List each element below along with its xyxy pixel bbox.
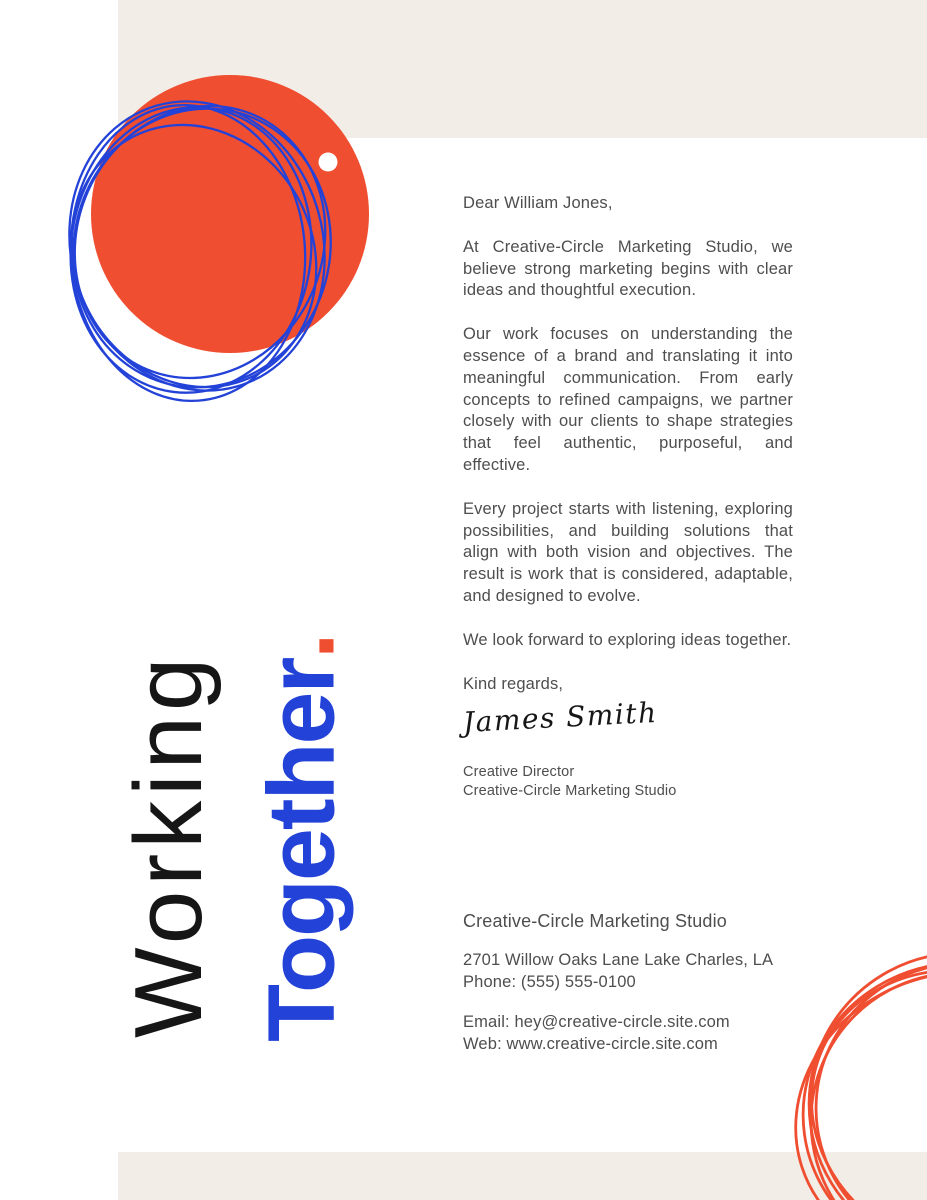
closing-line: Kind regards, — [463, 674, 564, 693]
headline-word-together: Together — [248, 658, 355, 1042]
headline-together — [238, 558, 366, 1042]
signature: James Smith — [462, 696, 659, 740]
headline-word-working: Working — [115, 652, 222, 1038]
footer-address-group — [463, 949, 793, 993]
footer-web: Web: www.creative-circle.site.com — [463, 1035, 718, 1054]
circle-scribble-graphic — [28, 70, 378, 410]
orange-scribble — [790, 955, 927, 1200]
paragraph-2: Our work focuses on understanding the essence of a brand and translating it into meaningful communication. From early concepts to refined campaigns, we partner closely with our clients to shape strategies that feel authentic, purposeful, and effective. — [463, 325, 793, 474]
signer-block — [463, 763, 793, 801]
signer-company: Creative-Circle Marketing Studio — [463, 783, 677, 800]
headline-period-accent: . — [248, 634, 355, 659]
footer-company: Creative-Circle Marketing Studio — [463, 911, 727, 932]
white-dot-accent — [319, 153, 338, 172]
salutation: Dear William Jones, — [463, 194, 613, 212]
footer-block — [463, 909, 793, 1055]
footer-online-group — [463, 1011, 793, 1055]
paragraph-4: We look forward to exploring ideas together. — [463, 630, 792, 649]
letter-body — [463, 193, 793, 1073]
signer-title: Creative Director — [463, 764, 575, 781]
headline-working — [108, 606, 230, 1038]
footer-phone: Phone: (555) 555-0100 — [463, 973, 636, 992]
footer-email: Email: hey@creative-circle.site.com — [463, 1013, 730, 1032]
paragraph-3: Every project starts with listening, exploring possibilities, and building solutions that align with both vision and objectives. The result is work that is considered, adaptable, and designed to evolve. — [463, 499, 793, 605]
footer-address: 2701 Willow Oaks Lane Lake Charles, LA — [463, 951, 774, 970]
paragraph-1: At Creative-Circle Marketing Studio, we believe strong marketing begins with clear ideas and thoughtful execution. — [463, 237, 793, 300]
